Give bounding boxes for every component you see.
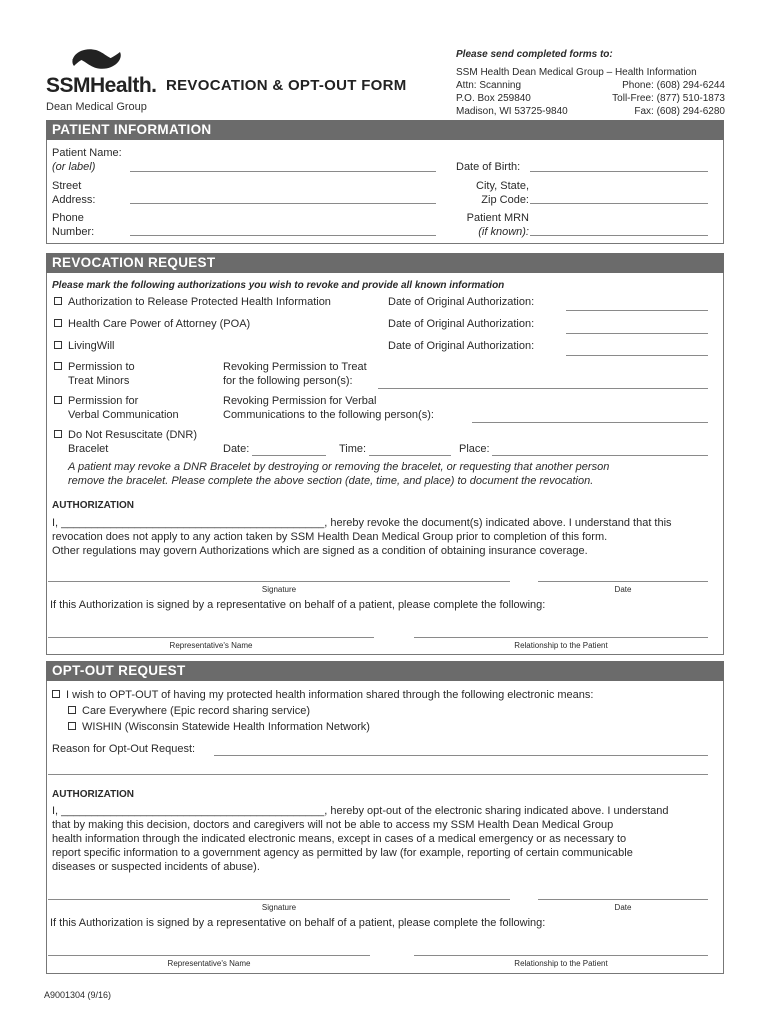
date-original-auth-field-3[interactable] <box>566 355 708 356</box>
revoke-living-will-checkbox[interactable] <box>54 341 62 349</box>
revocation-signature-label: Signature <box>261 585 297 594</box>
treat-minors-persons-field[interactable] <box>378 388 708 389</box>
street-address-field[interactable] <box>130 203 436 204</box>
opt-out-relationship-field[interactable] <box>414 955 708 956</box>
date-original-auth-label: Date of Original Authorization: <box>388 340 535 352</box>
dob-label: Date of Birth: <box>456 161 521 173</box>
dnr-place-label: Place: <box>459 443 490 455</box>
revoke-treat-minors-label: Permission to Treat Minors <box>68 361 135 387</box>
opt-out-signature-field[interactable] <box>48 899 510 900</box>
date-original-auth-label: Date of Original Authorization: <box>388 318 535 330</box>
date-original-auth-field-1[interactable] <box>566 310 708 311</box>
address-line: P.O. Box 259840 <box>456 93 531 104</box>
toll-free-number: Toll-Free: (877) 510-1873 <box>612 93 725 104</box>
opt-out-authorization-heading: AUTHORIZATION <box>52 789 135 800</box>
street-address-label: Street Address: <box>52 180 96 206</box>
revocation-date-field[interactable] <box>538 581 708 582</box>
phone-number-field[interactable] <box>130 235 436 236</box>
revoke-release-phi-checkbox[interactable] <box>54 297 62 305</box>
ssm-swirl-icon <box>66 44 126 74</box>
opt-out-authorization-text: I, ___________________________________________, hereby opt-out of the electronic sharing indicated above. I understand that by making this decision, doctors and caregivers will not be able to access my SSM Health Dean Medical Group health information through the indicated electronic means, except in cases of a medical emergency or as necessary to report specific information to a government agency as permitted by law (for example, reporting of certain communicable diseases or suspected incidents of abuse). <box>52 805 669 873</box>
revocation-authorization-text: I, ___________________________________________, hereby revoke the document(s) indicated above. I understand that this revocation does not apply to any action taken by SSM Health Dean Medical Group prior to completion of this form. Other regulations may govern Authorizations which are signed as a condition of obtaining insurance coverage. <box>52 517 672 557</box>
dnr-date-field[interactable] <box>252 455 326 456</box>
form-code: A9001304 (9/16) <box>44 990 112 1000</box>
opt-out-checkbox[interactable] <box>52 690 60 698</box>
verbal-communication-persons-field[interactable] <box>472 422 708 423</box>
opt-out-reason-label: Reason for Opt-Out Request: <box>52 743 196 755</box>
patient-name-label: Patient Name: (or label) <box>52 147 122 173</box>
revoke-verbal-communication-label: Permission for Verbal Communication <box>68 395 179 421</box>
revoke-dnr-bracelet-label: Do Not Resuscitate (DNR) Bracelet <box>68 429 197 455</box>
opt-out-representative-text: If this Authorization is signed by a representative on behalf of a patient, please complete the following: <box>50 917 546 929</box>
opt-out-reason-field[interactable] <box>214 755 708 756</box>
revocation-relationship-field[interactable] <box>414 637 708 638</box>
opt-out-date-label: Date <box>614 903 632 912</box>
opt-out-representative-name-label: Representative's Name <box>167 959 251 968</box>
date-original-auth-label: Date of Original Authorization: <box>388 296 535 308</box>
address-line: Attn: Scanning <box>456 80 522 91</box>
date-original-auth-field-2[interactable] <box>566 333 708 334</box>
care-everywhere-label: Care Everywhere (Epic record sharing service) <box>82 705 311 717</box>
revocation-date-label: Date <box>614 585 632 594</box>
phone-number-label: Phone Number: <box>52 212 95 238</box>
fax-number: Fax: (608) 294-6280 <box>634 106 725 117</box>
dnr-date-label: Date: <box>223 443 250 455</box>
opt-out-request-heading: OPT-OUT REQUEST <box>46 661 724 681</box>
address-line: SSM Health Dean Medical Group – Health Information <box>456 67 697 78</box>
form-title: REVOCATION & OPT-OUT FORM <box>166 77 407 94</box>
dnr-time-field[interactable] <box>369 455 451 456</box>
patient-information-heading: PATIENT INFORMATION <box>46 120 724 140</box>
contact-numbers <box>580 79 725 118</box>
revoke-poa-checkbox[interactable] <box>54 319 62 327</box>
revocation-request-heading: REVOCATION REQUEST <box>46 253 724 273</box>
patient-mrn-field[interactable] <box>530 235 708 236</box>
city-state-zip-field[interactable] <box>530 203 708 204</box>
revoke-release-phi-label: Authorization to Release Protected Health Information <box>68 296 331 308</box>
verbal-communication-description: Revoking Permission for Verbal Communications to the following person(s): <box>223 395 434 421</box>
patient-mrn-label: Patient MRN (if known): <box>466 212 529 238</box>
treat-minors-description: Revoking Permission to Treat for the following person(s): <box>223 361 367 387</box>
revoke-living-will-label: LivingWill <box>68 340 115 352</box>
revocation-representative-name-field[interactable] <box>48 637 374 638</box>
opt-out-reason-field-2[interactable] <box>48 774 708 775</box>
brand-subtitle: Dean Medical Group <box>46 101 147 113</box>
dnr-place-field[interactable] <box>492 455 708 456</box>
address-line: Madison, WI 53725-9840 <box>456 106 568 117</box>
patient-name-field[interactable] <box>130 171 436 172</box>
logo <box>46 44 156 114</box>
revocation-signature-field[interactable] <box>48 581 510 582</box>
send-heading: Please send completed forms to: <box>456 49 613 60</box>
dnr-time-label: Time: <box>339 443 367 455</box>
revocation-representative-name-label: Representative's Name <box>169 641 253 650</box>
wishin-checkbox[interactable] <box>68 722 76 730</box>
opt-out-representative-name-field[interactable] <box>48 955 370 956</box>
opt-out-date-field[interactable] <box>538 899 708 900</box>
opt-out-signature-label: Signature <box>261 903 297 912</box>
brand-name: SSMHealth. <box>46 74 157 97</box>
revocation-representative-text: If this Authorization is signed by a representative on behalf of a patient, please complete the following: <box>50 599 546 611</box>
opt-out-relationship-label: Relationship to the Patient <box>514 959 608 968</box>
dnr-note: A patient may revoke a DNR Bracelet by destroying or removing the bracelet, or requesting that another person remove the bracelet. Please complete the above section (date, time, and place) to document the revocation. <box>68 461 610 487</box>
care-everywhere-checkbox[interactable] <box>68 706 76 714</box>
revoke-verbal-communication-checkbox[interactable] <box>54 396 62 404</box>
wishin-label: WISHIN (Wisconsin Statewide Health Information Network) <box>82 721 370 733</box>
city-state-zip-label: City, State, Zip Code: <box>476 180 529 206</box>
revocation-relationship-label: Relationship to the Patient <box>514 641 608 650</box>
opt-out-label: I wish to OPT-OUT of having my protected health information shared through the following electronic means: <box>66 689 594 701</box>
revocation-authorization-heading: AUTHORIZATION <box>52 500 135 511</box>
revoke-poa-label: Health Care Power of Attorney (POA) <box>68 318 251 330</box>
phone-number: Phone: (608) 294-6244 <box>622 80 725 91</box>
dob-field[interactable] <box>530 171 708 172</box>
revocation-instruction: Please mark the following authorizations you wish to revoke and provide all known information <box>52 280 505 291</box>
revoke-treat-minors-checkbox[interactable] <box>54 362 62 370</box>
revoke-dnr-bracelet-checkbox[interactable] <box>54 430 62 438</box>
